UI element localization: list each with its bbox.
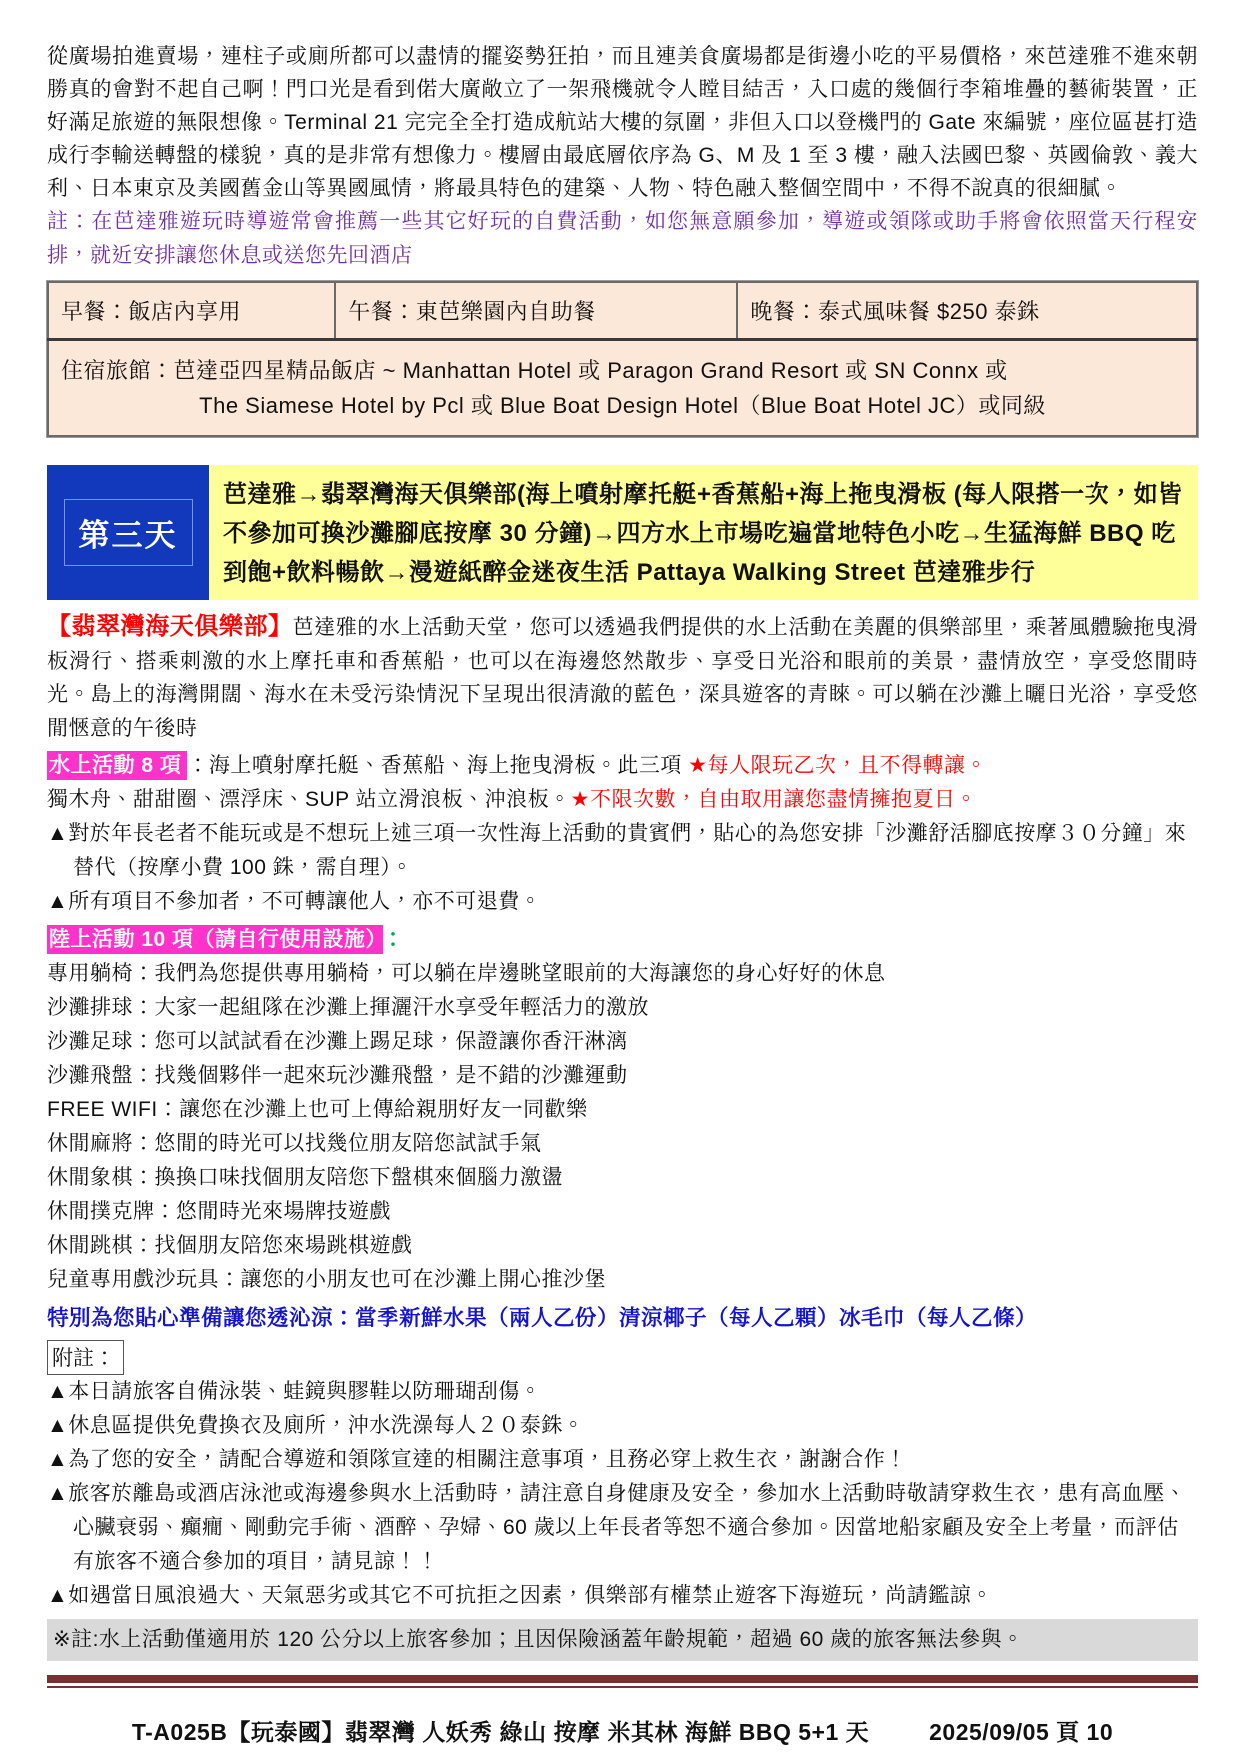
land-item: 休閒撲克牌：悠閒時光來場牌技遊戲 [47,1200,391,1223]
day3-label: 第三天 [64,499,193,566]
guide-note-purple: 註：在芭達雅遊玩時導遊常會推薦一些其它好玩的自費活動，如您無意願參加，導遊或領隊或助手將會依照當天行程安排，就近安排讓您休息或送您先回酒店 [47,210,1198,267]
club-title: 【翡翠灣海天俱樂部】 [47,613,293,640]
meals-row [48,282,1197,340]
land-item: 休閒麻將：悠閒的時光可以找幾位朋友陪您試試手氣 [47,1132,542,1155]
water-activities-badge: 水上活動 8 項 [47,751,187,780]
hotel-line-2: The Siamese Hotel by Pcl 或 Blue Boat Design Hotel（Blue Boat Hotel JC）或同級 [199,393,1046,418]
footer-divider [47,1675,1198,1688]
meals-hotel-table [47,281,1198,437]
water-line1-text: ：海上噴射摩托艇、香蕉船、海上拖曳滑板。此三項 [187,754,689,777]
appendix-label: 附註： [47,1340,124,1375]
page-footer [47,1714,1198,1747]
land-item: 休閒跳棋：找個朋友陪您來場跳棋遊戲 [47,1234,413,1257]
footer-rule-thin [47,1686,1198,1688]
club-desc-text: 芭達雅的水上活動天堂，您可以透過我們提供的水上活動在美麗的俱樂部里，乘著風體驗拖曳滑板滑行、搭乘刺激的水上摩托車和香蕉船，也可以在海邊悠然散步、享受日光浴和眼前的美景，盡情放空，享受悠閒時光。島上的海灣開闊、海水在未受污染情況下呈現出很清澈的藍色，深具遊客的青睞。可以躺在沙灘上曬日光浴，享受悠閒愜意的午後時 [47,616,1199,740]
water-line1-restriction: ★每人限玩乙次，且不得轉讓。 [688,754,988,777]
land-item: FREE WIFI：讓您在沙灘上也可上傳給親朋好友一同歡樂 [47,1098,588,1121]
appendix-note: ▲本日請旅客自備泳裝、蛙鏡與膠鞋以防珊瑚刮傷。 [47,1380,542,1403]
dinner-cell: 晚餐：泰式風味餐 $250 泰銖 [737,282,1197,340]
appendix-note: ▲如遇當日風浪過大、天氣惡劣或其它不可抗拒之因素，俱樂部有權禁止遊客下海遊玩，尚請鑑諒。 [47,1584,993,1607]
water-activities-line2 [47,783,1198,817]
hotel-row [48,340,1197,437]
appendix-note: ▲為了您的安全，請配合導遊和領隊宣達的相關注意事項，且務必穿上救生衣，謝謝合作！ [47,1448,907,1471]
hotel-line-1: 住宿旅館：芭達亞四星精品飯店 ~ Manhattan Hotel 或 Paragon Grand Resort 或 SN Connx 或 [61,358,1008,383]
land-item: 沙灘排球：大家一起組隊在沙灘上揮灑汗水享受年輕活力的激放 [47,996,649,1019]
land-item: 兒童專用戲沙玩具：讓您的小朋友也可在沙灘上開心推沙堡 [47,1268,606,1291]
land-activities-header [47,923,1198,957]
land-item: 沙灘飛盤：找幾個夥伴一起來玩沙灘飛盤，是不錯的沙灘運動 [47,1064,628,1087]
land-item: 休閒象棋：換換口味找個朋友陪您下盤棋來個腦力激盪 [47,1166,563,1189]
footer-tour-title: T-A025B【玩泰國】翡翠灣 人妖秀 綠山 按摩 米其林 海鮮 BBQ 5+1 天 [131,1719,870,1745]
water-line2-text: 獨木舟、甜甜圈、漂浮床、SUP 站立滑浪板、沖浪板。 [47,788,571,811]
appendix-note: ▲旅客於離島或酒店泳池或海邊參與水上活動時，請注意自身健康及安全，參加水上活動時敬請穿救生衣，患有高血壓、心臟衰弱、癲癇、剛動完手術、酒醉、孕婦、60 歲以上年長者等恕不適合參加。因當地船家顧及安全上考量，而評估有旅客不適合參加的項目，請見諒！！ [47,1482,1187,1573]
land-item: 沙灘足球：您可以試試看在沙灘上踢足球，保證讓你香汗淋漓 [47,1030,628,1053]
footer-rule-thick [47,1675,1198,1683]
land-activities-badge: 陸上活動 10 項（請自行使用設施） [47,925,383,954]
footer-date-page: 2025/09/05 頁 10 [929,1719,1114,1745]
day3-label-box [47,465,209,600]
height-age-restriction-note: ※註:水上活動僅適用於 120 公分以上旅客參加；且因保險涵蓋年齡規範，超過 60 歲的旅客無法參與。 [47,1619,1198,1661]
day3-banner [47,465,1198,600]
breakfast-cell: 早餐：飯店內享用 [48,282,335,340]
club-description [47,610,1198,745]
intro-paragraph: 從廣場拍進賣場，連柱子或廁所都可以盡情的擺姿勢狂拍，而且連美食廣場都是街邊小吃的平易價格，來芭達雅不進來朝勝真的會對不起自己啊！門口光是看到偌大廣敞立了一架飛機就令人瞠目結舌，入口處的幾個行李箱堆疊的藝術裝置，正好滿足旅遊的無限想像。Terminal 21 完完全全打造成航站大樓的氛圍，非但入口以登機門的 Gate 來編號，座位區甚打造成行李輸送轉盤的樣貌，真的是非常有想像力。樓層由最底層依序為 G、M 及 1 至 3 樓，融入法國巴黎、英國倫敦、義大利、日本東京及美國舊金山等異國風情，將最具特色的建築、人物、特色融入整個空間中，不得不說真的很細膩。 [47,45,1198,200]
water-activities-line1 [47,749,1198,783]
special-treats-line: 特別為您貼心準備讓您透沁涼：當季新鮮水果（兩人乙份）清涼椰子（每人乙顆）冰毛巾（每人乙條） [47,1306,1038,1330]
appendix-label-box [47,1336,1198,1375]
day3-itinerary: 芭達雅→翡翠灣海天俱樂部(海上噴射摩托艇+香蕉船+海上拖曳滑板 (每人限搭一次，如皆不參加可換沙灘腳底按摩 30 分鐘)→四方水上市場吃遍當地特色小吃→生猛海鮮 BBQ 吃到飽+飲料暢飲→漫遊紙醉金迷夜生活 Pattaya Walking Street 芭達雅步行 [209,465,1198,600]
water-note-norefund: ▲所有項目不參加者，不可轉讓他人，亦不可退費。 [47,890,542,913]
hotel-cell [48,340,1197,437]
water-note-massage: ▲對於年長老者不能玩或是不想玩上述三項一次性海上活動的貴賓們，貼心的為您安排「沙灘舒活腳底按摩３０分鐘」來替代（按摩小費 100 銖，需自理）。 [47,822,1187,879]
land-item: 專用躺椅：我們為您提供專用躺椅，可以躺在岸邊眺望眼前的大海讓您的身心好好的休息 [47,962,886,985]
appendix-note: ▲休息區提供免費換衣及廁所，沖水洗澡每人２０泰銖。 [47,1414,585,1437]
lunch-cell: 午餐：東芭樂園內自助餐 [335,282,737,340]
land-header-colon: ： [382,928,405,951]
water-line2-restriction: ★不限次數，自由取用讓您盡情擁抱夏日。 [570,788,977,811]
